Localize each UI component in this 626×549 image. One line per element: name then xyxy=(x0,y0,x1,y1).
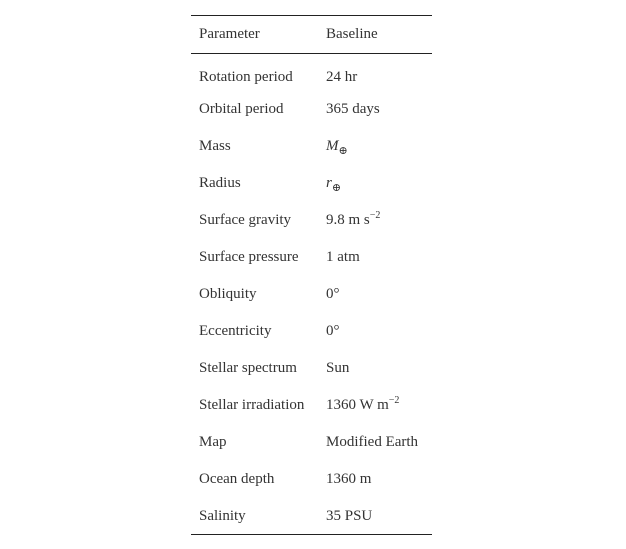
baseline-cell: Modified Earth xyxy=(326,434,419,450)
exponent-superscript: −2 xyxy=(388,395,400,406)
baseline-cell xyxy=(318,165,432,202)
exponent-superscript: −2 xyxy=(369,210,381,221)
baseline-cell: 365 days xyxy=(326,101,380,117)
table-row xyxy=(191,91,432,128)
earth-subscript: ⊕ xyxy=(331,182,342,194)
baseline-cell: 35 PSU xyxy=(326,507,373,524)
gravity-value: 9.8 m s xyxy=(326,212,370,228)
parameter-cell: Ocean depth xyxy=(199,471,275,487)
table-row xyxy=(191,239,432,276)
parameter-cell: Stellar irradiation xyxy=(199,397,305,413)
radius-symbol: r xyxy=(326,175,332,191)
parameter-table-container xyxy=(191,15,432,535)
table-row xyxy=(191,387,432,424)
table-row xyxy=(191,461,432,498)
parameter-cell: Salinity xyxy=(199,507,246,524)
parameter-cell: Surface pressure xyxy=(199,249,299,265)
table-header-row xyxy=(191,16,432,54)
table-row xyxy=(191,313,432,350)
parameter-table xyxy=(191,15,432,535)
table-row xyxy=(191,202,432,239)
parameter-cell: Rotation period xyxy=(199,68,293,85)
table-row xyxy=(191,350,432,387)
table-row xyxy=(191,276,432,313)
parameter-cell: Surface gravity xyxy=(199,212,292,228)
parameter-cell: Orbital period xyxy=(199,101,284,117)
mass-symbol: M xyxy=(326,138,339,154)
baseline-cell: 0° xyxy=(326,323,340,339)
table-row xyxy=(191,128,432,165)
table-row xyxy=(191,424,432,461)
parameter-cell: Radius xyxy=(199,175,241,191)
parameter-cell: Map xyxy=(199,434,227,450)
parameter-cell: Stellar spectrum xyxy=(199,360,297,376)
baseline-cell: 1360 m xyxy=(326,471,372,487)
baseline-cell xyxy=(318,202,432,239)
baseline-cell: 1 atm xyxy=(326,249,360,265)
baseline-cell: Sun xyxy=(326,360,350,376)
table-row xyxy=(191,498,432,535)
table-row xyxy=(191,165,432,202)
parameter-cell: Eccentricity xyxy=(199,323,272,339)
baseline-cell xyxy=(318,128,432,165)
baseline-cell: 24 hr xyxy=(326,68,358,85)
earth-subscript: ⊕ xyxy=(338,145,348,157)
baseline-cell: 0° xyxy=(326,286,340,302)
header-parameter: Parameter xyxy=(199,26,260,42)
parameter-cell: Obliquity xyxy=(199,286,257,302)
parameter-cell: Mass xyxy=(199,138,231,154)
baseline-cell xyxy=(318,387,432,424)
header-baseline: Baseline xyxy=(326,26,378,42)
irradiation-value: 1360 W m xyxy=(326,397,389,413)
table-row xyxy=(191,54,432,92)
